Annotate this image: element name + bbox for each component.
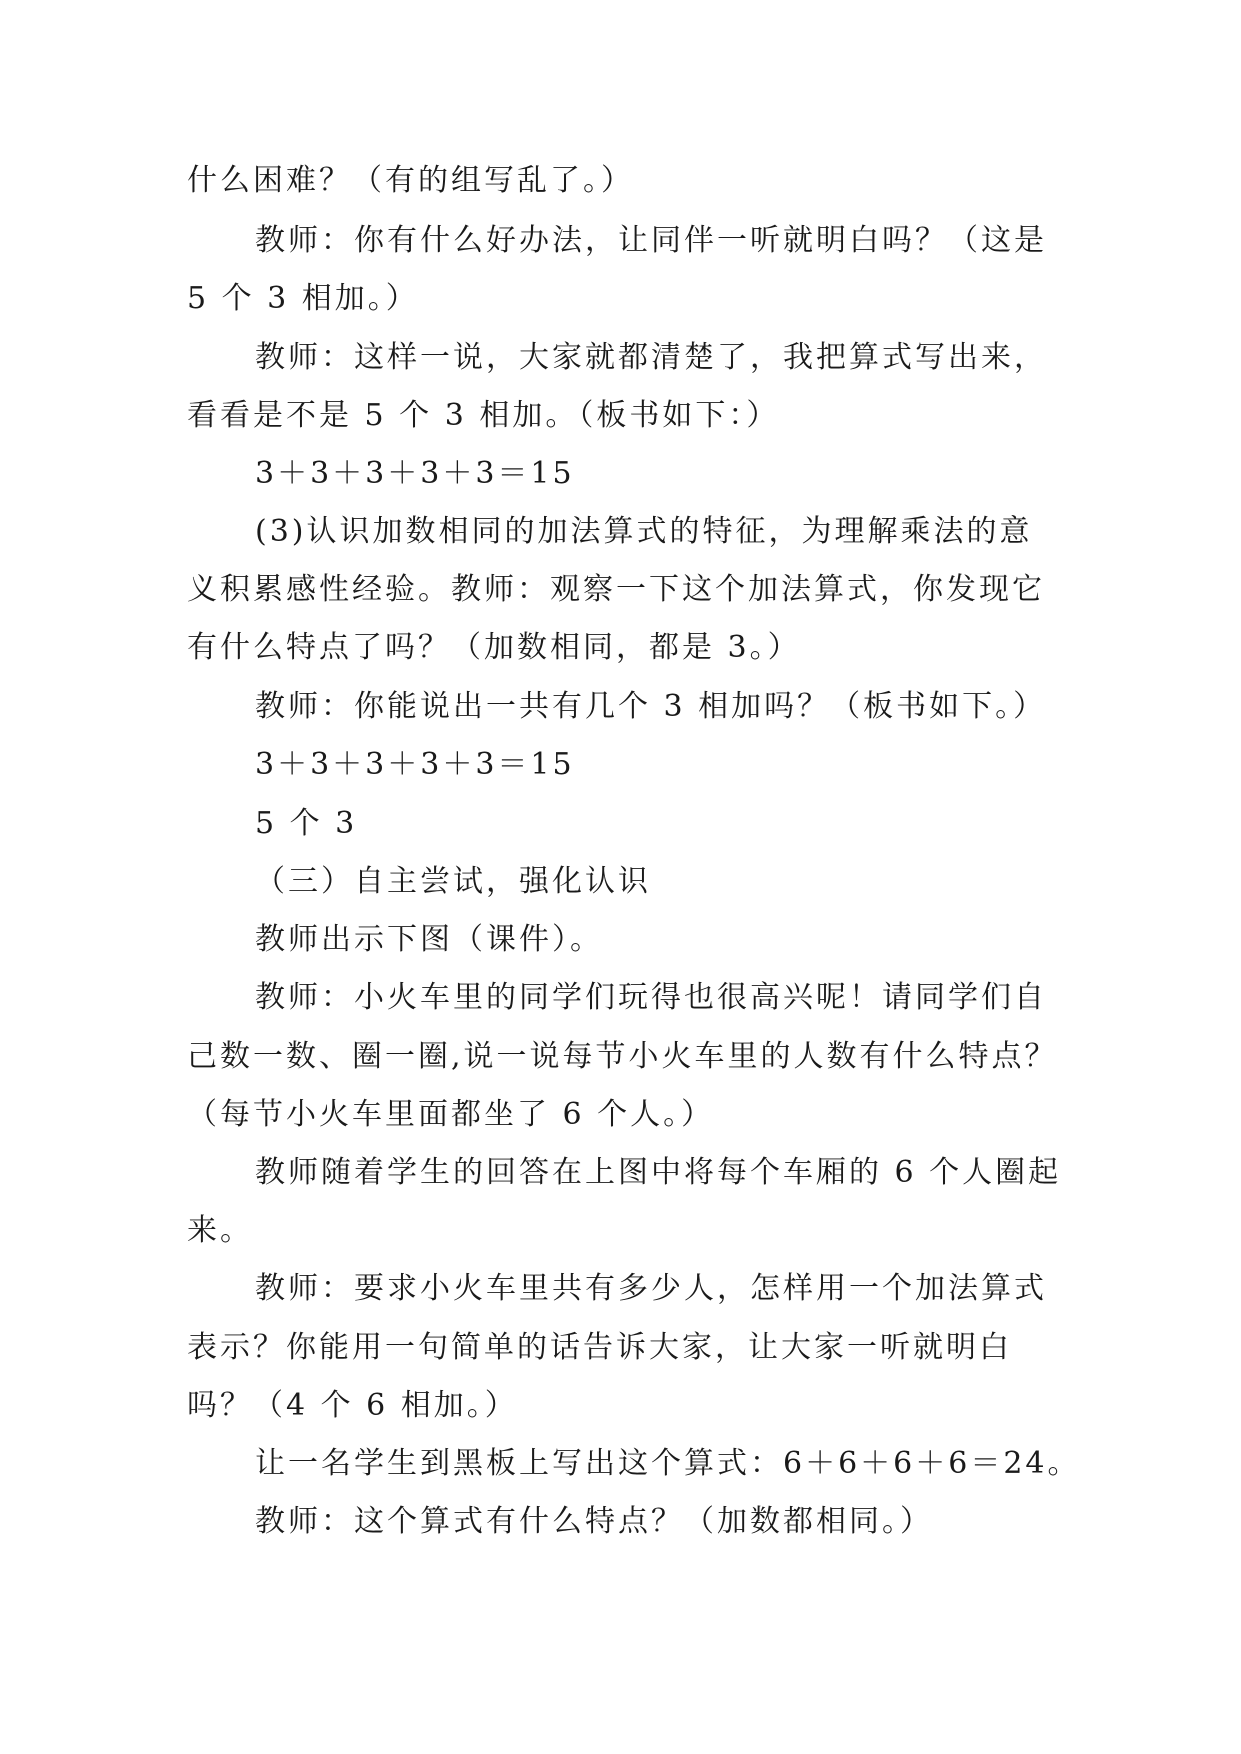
section-heading: （三）自主尝试，强化认识 [255, 864, 651, 899]
text-line: 看看是不是 5 个 3 相加。（板书如下：） [187, 398, 780, 433]
text-line: 己数一数、圈一圈,说一说每节小火车里的人数有什么特点？ [187, 1039, 1058, 1074]
text-line: 表示？你能用一句简单的话告诉大家，让大家一听就明白 [187, 1330, 1012, 1365]
text-line: 教师随着学生的回答在上图中将每个车厢的 6 个人圈起 [255, 1155, 1062, 1190]
formula-line: 3＋3＋3＋3＋3＝15 [255, 747, 575, 782]
formula-line: 3＋3＋3＋3＋3＝15 [255, 456, 575, 491]
text-line: 教师：小火车里的同学们玩得也很高兴呢！请同学们自 [255, 980, 1047, 1015]
text-line: 有什么特点了吗？（加数相同，都是 3。） [187, 630, 801, 665]
text-line: 什么困难？（有的组写乱了。） [187, 163, 634, 198]
text-line: 教师：你有什么好办法，让同伴一听就明白吗？（这是 [255, 223, 1047, 258]
text-line: 5 个 3 相加。） [187, 281, 419, 316]
text-line: 义积累感性经验。教师：观察一下这个加法算式，你发现它 [187, 572, 1045, 607]
text-line: 教师出示下图（课件）。 [255, 922, 603, 957]
text-line: 让一名学生到黑板上写出这个算式：6＋6＋6＋6＝24。 [255, 1446, 1081, 1481]
text-line: (3)认识加数相同的加法算式的特征，为理解乘法的意 [255, 514, 1033, 549]
text-line: 教师：这样一说，大家就都清楚了，我把算式写出来， [255, 340, 1047, 375]
text-line: 教师：这个算式有什么特点？（加数都相同。） [255, 1504, 933, 1539]
text-line: 教师：你能说出一共有几个 3 相加吗？（板书如下。） [255, 689, 1047, 724]
text-line: 来。 [187, 1213, 253, 1248]
text-line: 教师：要求小火车里共有多少人，怎样用一个加法算式 [255, 1271, 1047, 1306]
text-line: （每节小火车里面都坐了 6 个人。） [187, 1097, 715, 1132]
formula-line: 5 个 3 [255, 806, 358, 841]
text-line: 吗？（4 个 6 相加。） [187, 1388, 518, 1423]
